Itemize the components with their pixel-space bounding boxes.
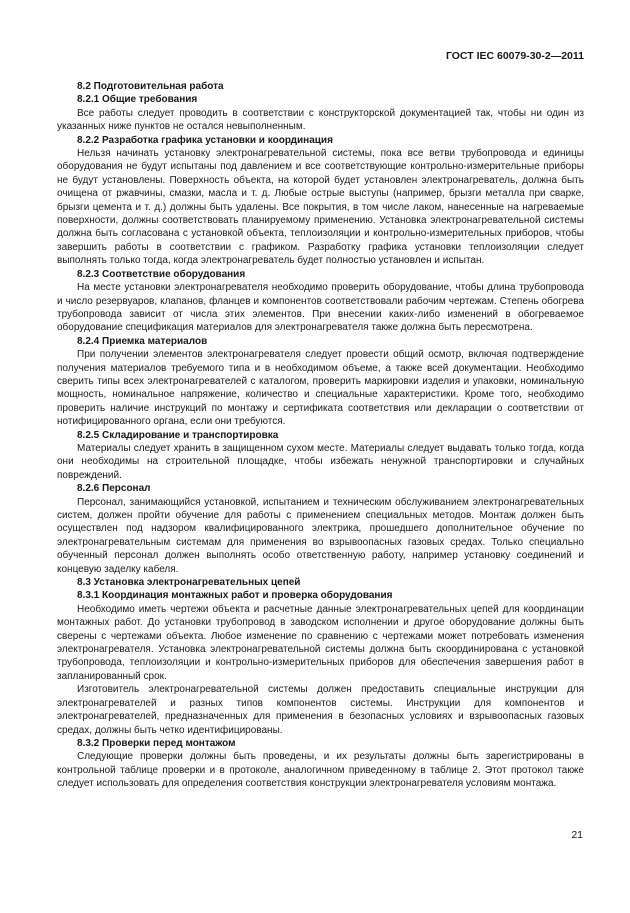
paragraph: Нельзя начинать установку электронагревательной системы, пока все ветви трубопровода и единицы оборудования не будут испытаны под давлением и все соответствующие контрольно-измерительные приборы не будут установлены. Поверхность объекта, на которой будет установлен электронагреватель, должна быть очищена от ржавчины, смазки, масла и т. д. Любые острые выступы (например, брызги металла при сварке, брызги цемента и т. д.) должны быть удалены. Все покрытия, в том числе лаком, нанесенные на нагреваемые поверхности, должны соответствовать планируемому применению. Установка электронагревательной системы должна быть согласована с установкой объекта, теплоизоляции и контрольно-измерительных приборов, чтобы завершить работы в соответствии с графиком. Разработку графика установки теплоизоляции следует выполнять только тогда, когда электронагреватель будет полностью установлен и испытан. xyxy=(57,148,584,267)
section-heading: 8.2.6 Персонал xyxy=(77,483,151,495)
paragraph: Все работы следует проводить в соответствии с конструкторской документацией так, чтобы ни один из указанных ниже пунктов не остался невыполненным. xyxy=(57,107,584,133)
standard-header: ГОСТ IEC 60079-30-2—2011 xyxy=(445,50,584,62)
section-heading: 8.2.4 Приемка материалов xyxy=(77,335,208,347)
section-heading: 8.2.5 Складирование и транспортировка xyxy=(77,429,279,441)
section-heading: 8.2.1 Общие требования xyxy=(77,94,198,106)
section-heading: 8.2.3 Соответствие оборудования xyxy=(77,268,246,280)
paragraph: На месте установки электронагревателя необходимо проверить оборудование, чтобы длина трубопровода и число резервуаров, клапанов, фланцев и компонентов соответствовали рабочим чертежам. Степень обогрева трубопровода зависит от числа этих элементов. При внесении каких-либо изменений в обогреваемое оборудование спецификация материалов для электронагревателя также должна быть пересмотрена. xyxy=(57,282,584,334)
section-heading: 8.3.2 Проверки перед монтажом xyxy=(77,737,236,749)
paragraph: Изготовитель электронагревательной системы должен предоставить специальные инструкции для электронагревателей и разных типов компонентов системы. Инструкции для компонентов и электронагревателей, предназначенных для применения в безопасных условиях и взрывоопасных газовых средах, должны быть четко идентифицированы. xyxy=(57,684,584,736)
paragraph: При получении элементов электронагревателя следует провести общий осмотр, включая подтверждение получения материалов требуемого типа и в необходимом объеме, а также всей документации. Необходимо сверить типы всех электронагревателей с каталогом, проверить маркировки изделия и упаковки, номинальную мощность, номинальное напряжение, количество и специальные характеристики. Кроме того, необходимо проверить наличие инструкций по монтажу и сертификата соответствия или декларации о соответствии от нотифицированного органа, если они требуются. xyxy=(57,349,584,428)
page-number: 21 xyxy=(571,829,583,841)
section-heading: 8.3 Установка электронагревательных цепей xyxy=(77,577,301,589)
section-heading: 8.3.1 Координация монтажных работ и проверка оборудования xyxy=(77,590,393,602)
section-heading: 8.2.2 Разработка графика установки и координация xyxy=(77,134,333,146)
paragraph: Необходимо иметь чертежи объекта и расчетные данные электронагревательных цепей для координации монтажных работ. До установки трубопровод в заводском исполнении и другое оборудование должны быть сверены с чертежами объекта. Любое изменение по сравнению с чертежами может потребовать изменения электронагревателя. Установка электронагревательной системы должна быть скоординирована с установкой трубопровода, теплоизоляции и контрольно-измерительных приборов для обеспечения завершения работ в запланированный срок. xyxy=(57,603,584,682)
document-body xyxy=(57,80,584,791)
paragraph: Персонал, занимающийся установкой, испытанием и техническим обслуживанием электронагревательных систем, должен пройти обучение для работы с применением специальных методов. Монтаж должен быть осуществлен под надзором квалифицированного электрика, прошедшего дополнительное обучение по электронагревательным системам для применения во взрывоопасных газовых средах. Только специально обученный персонал должен выполнять особо ответственную работу, например установку соединений и концевую заделку кабеля. xyxy=(57,496,584,575)
section-heading: 8.2 Подготовительная работа xyxy=(77,81,224,92)
paragraph: Материалы следует хранить в защищенном сухом месте. Материалы следует выдавать только тогда, когда они необходимы на строительной площадке, чтобы избежать ненужной транспортировки и случайных повреждений. xyxy=(57,442,584,481)
paragraph: Следующие проверки должны быть проведены, и их результаты должны быть зарегистрированы в контрольной таблице проверки и в протоколе, аналогичном приведенному в таблице 2. Этот протокол также следует использовать для определения соответствия конструкции электронагревателя условиям монтажа. xyxy=(57,751,584,790)
